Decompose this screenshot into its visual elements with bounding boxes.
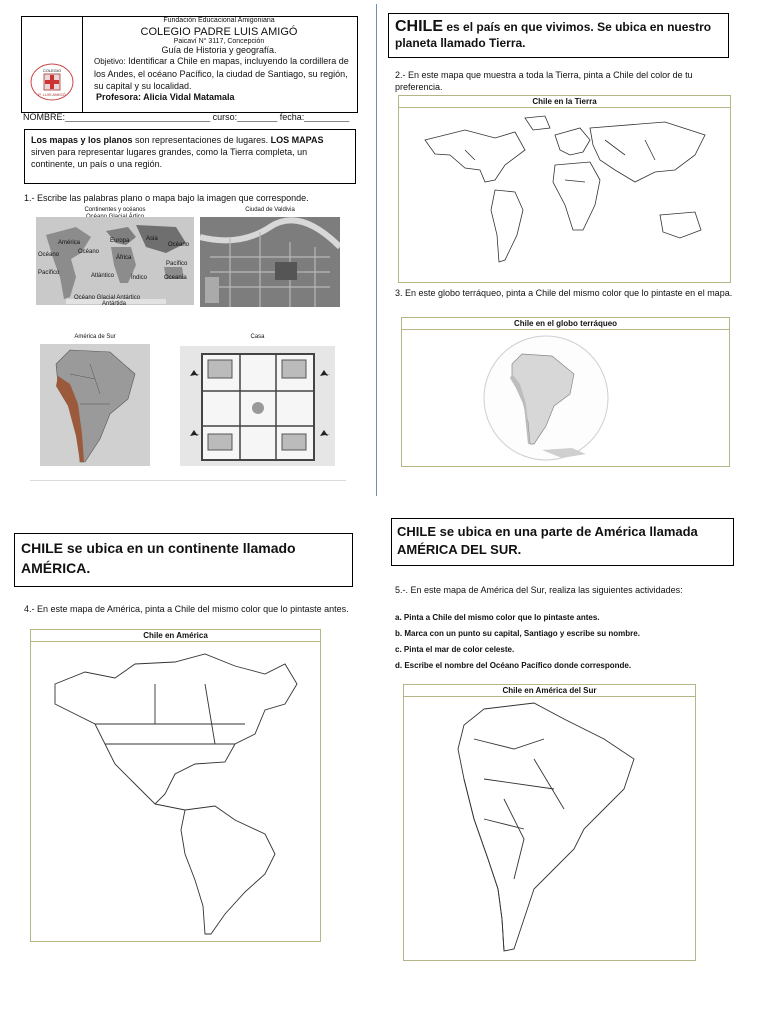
america-map-caption: Chile en América bbox=[31, 630, 320, 642]
lbl-asia: Asia bbox=[146, 236, 158, 242]
lbl-oceano-4: Océano Glacial Antártico bbox=[74, 295, 141, 301]
objective bbox=[84, 55, 354, 92]
logo-bottom-text: P. LUIS AMIGÓ bbox=[38, 92, 66, 97]
img3-title: América de Sur bbox=[74, 334, 116, 340]
header-text bbox=[84, 17, 354, 102]
lbl-africa: África bbox=[116, 255, 132, 261]
img4-title: Casa bbox=[250, 334, 265, 340]
south-america-map-caption: Chile en América del Sur bbox=[404, 685, 695, 697]
intro-part3: LOS MAPAS bbox=[270, 135, 324, 145]
question-2: 2.- En este mapa que muestra a toda la Tierra, pinta a Chile del color de tu preferencia. bbox=[395, 70, 693, 92]
task-list bbox=[395, 610, 740, 674]
task-b: b. Marca con un punto su capital, Santiago y escribe su nombre. bbox=[395, 629, 640, 638]
column-divider bbox=[376, 4, 377, 496]
globe-caption: Chile en el globo terráqueo bbox=[402, 318, 729, 330]
logo-top-text: COLEGIO bbox=[42, 68, 62, 73]
lbl-europa: Europa bbox=[110, 238, 130, 244]
objective-text: Identificar a Chile en mapas, incluyendo la cordillera de los Andes, el océano Pacífico, la ciudad de Santiago, su región, su capital y su localidad. bbox=[94, 55, 349, 91]
intro-part2: son representaciones de lugares. bbox=[132, 135, 271, 145]
lbl-pacifico-2: Pacífico bbox=[166, 261, 188, 267]
school-name: COLEGIO PADRE LUIS AMIGÓ bbox=[140, 25, 298, 38]
logo-cell bbox=[22, 17, 83, 112]
intro-part1: Los mapas y los planos bbox=[31, 135, 133, 145]
south-america-image bbox=[36, 334, 154, 468]
task-d: d. Escribe el nombre del Océano Pacífico donde corresponde. bbox=[395, 661, 632, 670]
globe-frame bbox=[401, 317, 730, 467]
school-address: Paicaví N° 3117, Concepción bbox=[173, 37, 265, 45]
lbl-oceania: Oceanía bbox=[164, 275, 187, 281]
guide-title: Guía de Historia y geografía. bbox=[161, 44, 277, 55]
heading-chile-rest: es el país en que vivimos. Se ubica en nuestro planeta llamado Tierra. bbox=[395, 20, 712, 50]
lbl-oceano-3: Océano bbox=[168, 242, 190, 248]
world-map-caption: Chile en la Tierra bbox=[399, 96, 730, 108]
world-map-frame bbox=[398, 95, 731, 283]
question-5: 5.-. En este mapa de América del Sur, realiza las siguientes actividades: bbox=[395, 585, 683, 595]
img2-title: Ciudad de Valdivia bbox=[245, 207, 295, 213]
lbl-atlantico: Atlántico bbox=[91, 273, 115, 279]
teacher-name: Profesora: Alicia Vidal Matamala bbox=[96, 91, 235, 102]
question-4: 4.- En este mapa de América, pinta a Chile del mismo color que lo pintaste antes. bbox=[24, 604, 349, 614]
intro-part4: sirven para representar lugares grandes, como la Tierra completa, un continente, un país o una región. bbox=[31, 147, 308, 169]
question-1: 1.- Escribe las palabras plano o mapa bajo la imagen que corresponde. bbox=[24, 193, 309, 203]
south-america-map-frame bbox=[403, 684, 696, 961]
lbl-america: América bbox=[58, 240, 81, 246]
lbl-antartida: Antártida bbox=[102, 301, 127, 307]
world-continents-image bbox=[36, 207, 194, 307]
school-logo bbox=[30, 63, 74, 101]
heading-chile-earth bbox=[388, 13, 729, 58]
lbl-indico: Índico bbox=[131, 275, 148, 281]
lbl-pacifico-1: Pacífico bbox=[38, 270, 60, 276]
lbl-oceano-2: Océano bbox=[38, 252, 60, 258]
task-c: c. Pinta el mar de color celeste. bbox=[395, 645, 515, 654]
question-3: 3. En este globo terráqueo, pinta a Chile del mismo color que lo pintaste en el mapa. bbox=[395, 288, 733, 298]
city-valdivia-image bbox=[200, 207, 340, 307]
school-header bbox=[21, 16, 358, 113]
heading-chile-america: CHILE se ubica en un continente llamado AMÉRICA. bbox=[14, 533, 353, 587]
intro-box bbox=[24, 129, 356, 184]
lbl-oceano-1: Océano bbox=[78, 249, 100, 255]
task-a: a. Pinta a Chile del mismo color que lo pintaste antes. bbox=[395, 613, 600, 622]
heading-chile-word: CHILE bbox=[395, 18, 443, 35]
objective-label: Objetivo: bbox=[94, 56, 126, 66]
america-map-frame bbox=[30, 629, 321, 942]
house-plan-image bbox=[180, 334, 335, 468]
section-divider-horizontal bbox=[30, 480, 346, 481]
img1-title: Continentes y océanos bbox=[84, 207, 146, 213]
heading-chile-south-america: CHILE se ubica en una parte de América llamada AMÉRICA DEL SUR. bbox=[391, 518, 734, 566]
foundation-name: Fundación Educacional Amigoniana bbox=[163, 17, 275, 24]
student-info-line[interactable]: NOMBRE:_____________________________ curso:________ fecha:_________ bbox=[23, 112, 350, 122]
